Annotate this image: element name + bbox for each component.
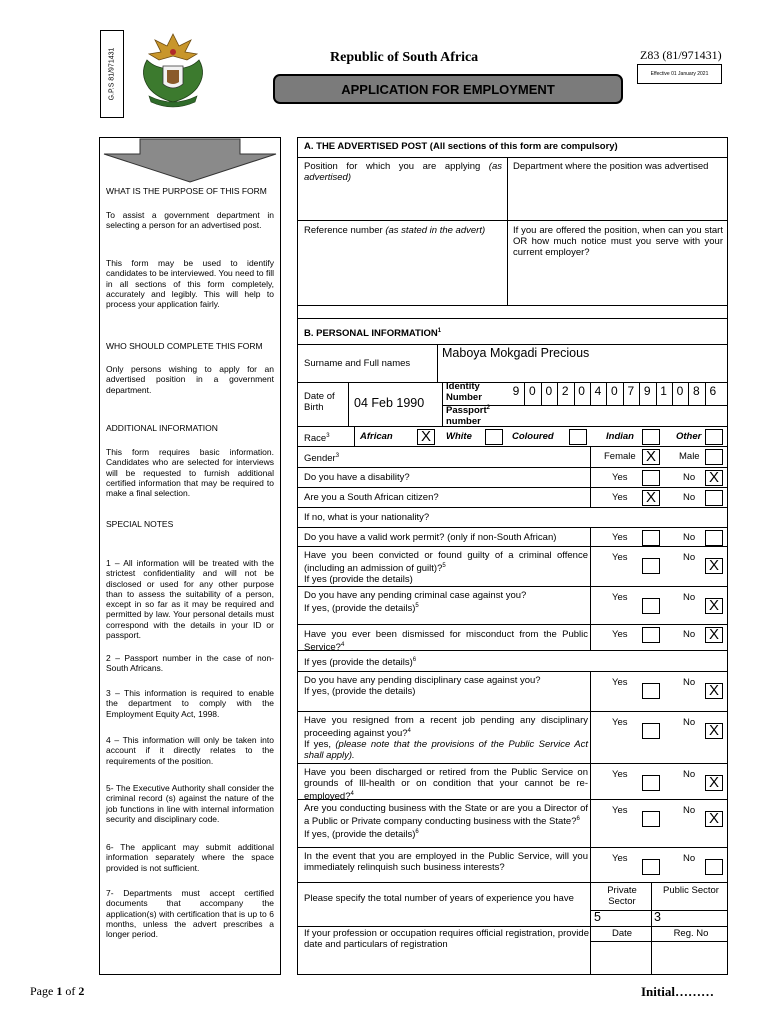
private-years-value[interactable]: 5 — [594, 910, 601, 924]
question-convicted-2: If yes (provide the details) — [304, 574, 413, 586]
surname-label: Surname and Full names — [304, 358, 411, 369]
footnote-ref: 4 — [407, 728, 411, 734]
race-other-checkbox[interactable] — [705, 429, 723, 445]
divider — [524, 383, 525, 405]
form-title-banner — [273, 74, 623, 104]
dob-label: Date of Birth — [304, 391, 335, 413]
note-1: 1 – All information will be treated with the strictest confidentiality and will not be disclosed or used for any other purpose than to assess the suitability of a person, except in so far as it may be required and permitted by law. Your personal details must correspond with the details in your ID or passport. — [106, 558, 274, 641]
question-text — [304, 767, 588, 802]
id-digit[interactable]: 0 — [676, 384, 684, 398]
form-reference: Z83 (81/971431) — [640, 48, 722, 62]
divider — [442, 405, 727, 406]
no-checkbox[interactable]: X — [705, 775, 723, 791]
divider — [590, 927, 591, 975]
yes-label: Yes — [612, 592, 628, 603]
notice-label[interactable]: If you are offered the position, when can you start OR how much notice must you serve with your current employer? — [513, 225, 723, 258]
question-text — [304, 715, 588, 761]
id-digit[interactable]: 4 — [594, 384, 602, 398]
id-digit[interactable]: 0 — [611, 384, 618, 398]
yes-label: Yes — [612, 552, 628, 563]
who-text: Only persons wishing to apply for an advertised position in a government department. — [106, 364, 274, 395]
section-a-header — [298, 138, 727, 158]
question-text — [304, 655, 724, 668]
divider — [656, 383, 657, 405]
gps-code-box — [100, 30, 124, 118]
yes-label: Yes — [612, 492, 628, 503]
dob-value[interactable]: 04 Feb 1990 — [354, 396, 425, 410]
question-disciplinary-2: If yes, (provide the details) — [304, 686, 416, 697]
divider — [688, 383, 689, 405]
question-convicted: Have you been convicted or found guilty of a criminal offence (including an admission of guilt)? — [304, 550, 588, 575]
race-white: White — [446, 431, 472, 442]
id-digit[interactable]: 9 — [512, 384, 520, 398]
surname-value[interactable]: Maboya Mokgadi Precious — [442, 346, 590, 360]
race-coloured: Coloured — [512, 431, 554, 442]
female-checkbox[interactable]: X — [642, 449, 660, 465]
question-text — [304, 590, 588, 614]
info-sidebar — [99, 137, 281, 975]
no-label: No — [683, 592, 696, 603]
surname-row — [298, 345, 727, 383]
yes-checkbox[interactable] — [642, 598, 660, 614]
race-row — [298, 427, 727, 447]
id-digit[interactable]: 2 — [561, 384, 569, 398]
divider — [639, 383, 640, 405]
id-digit[interactable]: 6 — [709, 384, 717, 398]
no-label: No — [683, 532, 696, 543]
question-dismissed-details: If yes (provide the details) — [304, 657, 413, 669]
purpose-text: To assist a government department in selecting a person for an advertised post. — [106, 210, 274, 231]
divider — [590, 447, 591, 468]
question-text — [304, 472, 588, 483]
yes-checkbox[interactable] — [642, 470, 660, 486]
special-notes-heading: SPECIAL NOTES — [106, 519, 174, 529]
footnote-ref: 6 — [576, 816, 580, 822]
yes-checkbox[interactable] — [642, 811, 660, 827]
note-6: 6- The applicant may submit additional information separately where the space provided is not sufficient. — [106, 842, 274, 873]
question-nationality: If no, what is your nationality? — [304, 512, 430, 523]
reg-no-label: Reg. No — [673, 928, 709, 939]
passport-label: Passport$^2$ number — [446, 405, 490, 428]
divider — [590, 383, 591, 405]
public-sector-label: Public Sector — [663, 885, 719, 896]
question-text — [304, 492, 588, 503]
divider — [590, 528, 591, 547]
id-digit[interactable]: 7 — [627, 384, 635, 398]
question-row — [298, 848, 727, 883]
divider — [590, 764, 591, 800]
dob-id-row — [298, 383, 727, 427]
additional-heading: ADDITIONAL INFORMATION — [106, 423, 218, 433]
divider — [623, 383, 624, 405]
divider — [590, 800, 591, 848]
page-indicator: Page 1 of 2 — [30, 984, 85, 998]
question-row — [298, 547, 727, 587]
reference-label[interactable]: Reference number (as stated in the advert) — [304, 225, 486, 236]
question-pending-criminal-2: If yes, (provide the details) — [304, 603, 416, 615]
question-dismissed: Have you ever been dismissed for misconduct from the Public Service? — [304, 629, 588, 654]
race-other: Other — [676, 431, 702, 442]
divider — [590, 712, 591, 764]
no-checkbox[interactable]: X — [705, 811, 723, 827]
gps-code: G.P.S 81/971431 — [108, 47, 116, 101]
question-text — [304, 629, 588, 653]
question-disciplinary: Do you have any pending disciplinary case against you? — [304, 675, 541, 686]
question-row — [298, 625, 727, 654]
id-digit[interactable]: 0 — [529, 384, 536, 398]
race-white-checkbox[interactable] — [485, 429, 503, 445]
no-checkbox[interactable]: X — [705, 683, 723, 699]
question-text — [304, 532, 588, 543]
effective-date: Effective 01 January 2021 — [650, 71, 709, 77]
initial-field[interactable]: Initial……… — [641, 984, 714, 999]
divider — [651, 883, 652, 927]
question-business: Are you conducting business with the State or are you a Director of a Public or Private company conducting business with the State? — [304, 803, 588, 828]
no-checkbox[interactable] — [705, 490, 723, 506]
question-row — [298, 508, 727, 528]
section-a-title: A. THE ADVERTISED POST (All sections of this form are compulsory) — [304, 141, 618, 152]
id-label: Identity Number — [446, 381, 482, 403]
male-checkbox[interactable] — [705, 449, 723, 465]
divider — [541, 383, 542, 405]
coat-of-arms-logo — [133, 30, 213, 110]
position-row — [298, 158, 727, 221]
date-label: Date — [611, 928, 633, 939]
question-permit: Do you have a valid work permit? (only if non-South African) — [304, 532, 557, 543]
divider — [705, 383, 706, 405]
experience-label: Please specify the total number of years of experience you have — [304, 893, 574, 904]
note-5: 5- The Executive Authority shall consider the criminal record (s) against the nature of the job functions in line with internal information security and disciplinary code. — [106, 783, 274, 824]
divider — [590, 883, 591, 927]
down-arrow-icon — [100, 138, 280, 183]
reference-row — [298, 221, 727, 306]
race-coloured-checkbox[interactable] — [569, 429, 587, 445]
question-resigned: Have you resigned from a recent job pending any disciplinary proceeding against you? — [304, 715, 588, 740]
yes-checkbox[interactable] — [642, 775, 660, 791]
yes-label: Yes — [612, 717, 628, 728]
yes-label: Yes — [612, 677, 628, 688]
no-checkbox[interactable]: X — [705, 723, 723, 739]
question-text — [304, 675, 588, 697]
yes-checkbox[interactable] — [642, 530, 660, 546]
divider — [354, 427, 355, 447]
question-row — [298, 488, 727, 508]
no-label: No — [683, 717, 696, 728]
id-digit[interactable]: 0 — [545, 384, 553, 398]
race-indian-checkbox[interactable] — [642, 429, 660, 445]
question-business-2: If yes, (provide the details) — [304, 829, 416, 841]
divider — [437, 345, 438, 383]
question-row — [298, 468, 727, 488]
who-heading: WHO SHOULD COMPLETE THIS FORM — [106, 341, 263, 351]
footnote-ref: 6 — [415, 829, 419, 836]
yes-label: Yes — [612, 769, 628, 780]
divider — [507, 158, 508, 221]
gender-label: Gender$^3$ — [304, 453, 340, 465]
section-b-header — [298, 319, 727, 345]
yes-checkbox[interactable] — [642, 683, 660, 699]
divider — [590, 941, 727, 942]
additional-text: This form requires basic information. Candidates who are selected for interviews will be requested to furnish additional certified information that may be required to make a final selection. — [106, 447, 274, 499]
no-label: No — [683, 552, 696, 563]
yes-label: Yes — [612, 472, 628, 483]
no-label: No — [683, 629, 696, 640]
purpose-text-2: This form may be used to identify candidates to be interviewed. You need to fill in all sections of this form completely, accurately and legibly. This will help to process your application fairly. — [106, 258, 274, 310]
question-text — [304, 851, 588, 873]
note-3: 3 – This information is required to enable the department to comply with the Employment Equity Act, 1998. — [106, 688, 274, 719]
registration-label: If your profession or occupation requires official registration, provide date and particulars of registration — [304, 928, 589, 950]
question-row — [298, 587, 727, 625]
yes-checkbox[interactable] — [642, 558, 660, 574]
question-row — [298, 651, 727, 672]
yes-label: Yes — [612, 805, 628, 816]
spacer-row — [298, 306, 727, 319]
question-text — [304, 550, 588, 585]
no-label: No — [683, 492, 696, 503]
race-label: Race$^3$ — [304, 433, 330, 445]
question-text — [304, 512, 724, 523]
question-citizen: Are you a South African citizen? — [304, 492, 439, 503]
question-resigned-2: If yes, — [304, 739, 332, 751]
question-row — [298, 672, 727, 712]
divider — [590, 488, 591, 508]
yes-label: Yes — [612, 532, 628, 543]
department-label[interactable]: Department where the position was advertised — [513, 161, 709, 172]
question-note: (please note that the provisions of the Public Service Act shall apply). — [304, 739, 588, 762]
registration-row — [298, 927, 727, 975]
id-digit[interactable]: 8 — [693, 384, 700, 398]
divider — [651, 927, 652, 975]
no-label: No — [683, 472, 696, 483]
footnote-ref: 5 — [442, 563, 446, 569]
divider — [590, 848, 591, 883]
race-african: African — [360, 431, 393, 442]
position-label[interactable]: Position for which you are applying (as advertised) — [304, 161, 502, 183]
question-row — [298, 712, 727, 764]
footnote-ref: 4 — [350, 791, 354, 797]
id-digit[interactable]: 9 — [643, 384, 651, 398]
question-row — [298, 764, 727, 803]
gender-row — [298, 447, 727, 468]
note-7: 7- Departments must accept certified documents that accompany the application(s) with certification that is up to 6 months, unless the advert prescribes a longer period. — [106, 888, 274, 940]
yes-checkbox[interactable] — [642, 723, 660, 739]
purpose-heading: WHAT IS THE PURPOSE OF THIS FORM — [106, 186, 267, 196]
race-african-checkbox[interactable]: X — [417, 429, 435, 445]
divider — [348, 383, 349, 427]
public-years-value[interactable]: 3 — [654, 910, 661, 924]
no-label: No — [683, 769, 696, 780]
yes-checkbox[interactable]: X — [642, 490, 660, 506]
no-label: No — [683, 805, 696, 816]
divider — [672, 383, 673, 405]
female-label: Female — [604, 451, 636, 462]
yes-label: Yes — [612, 853, 628, 864]
question-row — [298, 800, 727, 848]
private-sector-label: Private Sector — [607, 885, 637, 907]
footnote-ref: 6 — [412, 657, 417, 663]
question-disability: Do you have a disability? — [304, 472, 410, 483]
question-text — [304, 803, 588, 840]
republic-title: Republic of South Africa — [330, 50, 479, 65]
male-label: Male — [679, 451, 700, 462]
divider — [557, 383, 558, 405]
yes-checkbox[interactable] — [642, 859, 660, 875]
question-row — [298, 528, 727, 547]
divider — [507, 221, 508, 306]
no-checkbox[interactable]: X — [705, 558, 723, 574]
divider — [606, 383, 607, 405]
id-digit[interactable]: 1 — [660, 384, 667, 398]
divider — [590, 625, 591, 651]
no-checkbox[interactable] — [705, 859, 723, 875]
no-label: No — [683, 853, 696, 864]
question-pending-criminal: Do you have any pending criminal case against you? — [304, 590, 527, 601]
note-2: 2 – Passport number in the case of non-South Africans. — [106, 653, 274, 674]
no-checkbox[interactable]: X — [705, 627, 723, 643]
yes-checkbox[interactable] — [642, 627, 660, 643]
id-digit[interactable]: 0 — [578, 384, 585, 398]
section-b-title: B. PERSONAL INFORMATION$^1$ — [304, 328, 442, 340]
question-relinquish: In the event that you are employed in the Public Service, will you immediately relinquish such business interests? — [304, 851, 588, 873]
no-checkbox[interactable] — [705, 530, 723, 546]
no-label: No — [683, 677, 696, 688]
divider — [590, 547, 591, 587]
no-checkbox[interactable]: X — [705, 470, 723, 486]
no-checkbox[interactable]: X — [705, 598, 723, 614]
race-indian: Indian — [606, 431, 634, 442]
form-title: APPLICATION FOR EMPLOYMENT — [341, 81, 555, 97]
divider — [590, 672, 591, 712]
experience-row — [298, 883, 727, 927]
note-4: 4 – This information will only be taken into account if it directly relates to the requirements of the position. — [106, 735, 274, 766]
question-discharged: Have you been discharged or retired from the Public Service on grounds of Ill-health or on condition that your cannot be re-employed? — [304, 767, 588, 803]
application-form — [297, 137, 728, 975]
yes-label: Yes — [612, 629, 628, 640]
divider — [590, 587, 591, 625]
divider — [574, 383, 575, 405]
divider — [590, 468, 591, 488]
footnote-ref: 4 — [340, 642, 345, 648]
effective-date-box — [637, 64, 722, 84]
footnote-ref: 5 — [415, 603, 419, 609]
